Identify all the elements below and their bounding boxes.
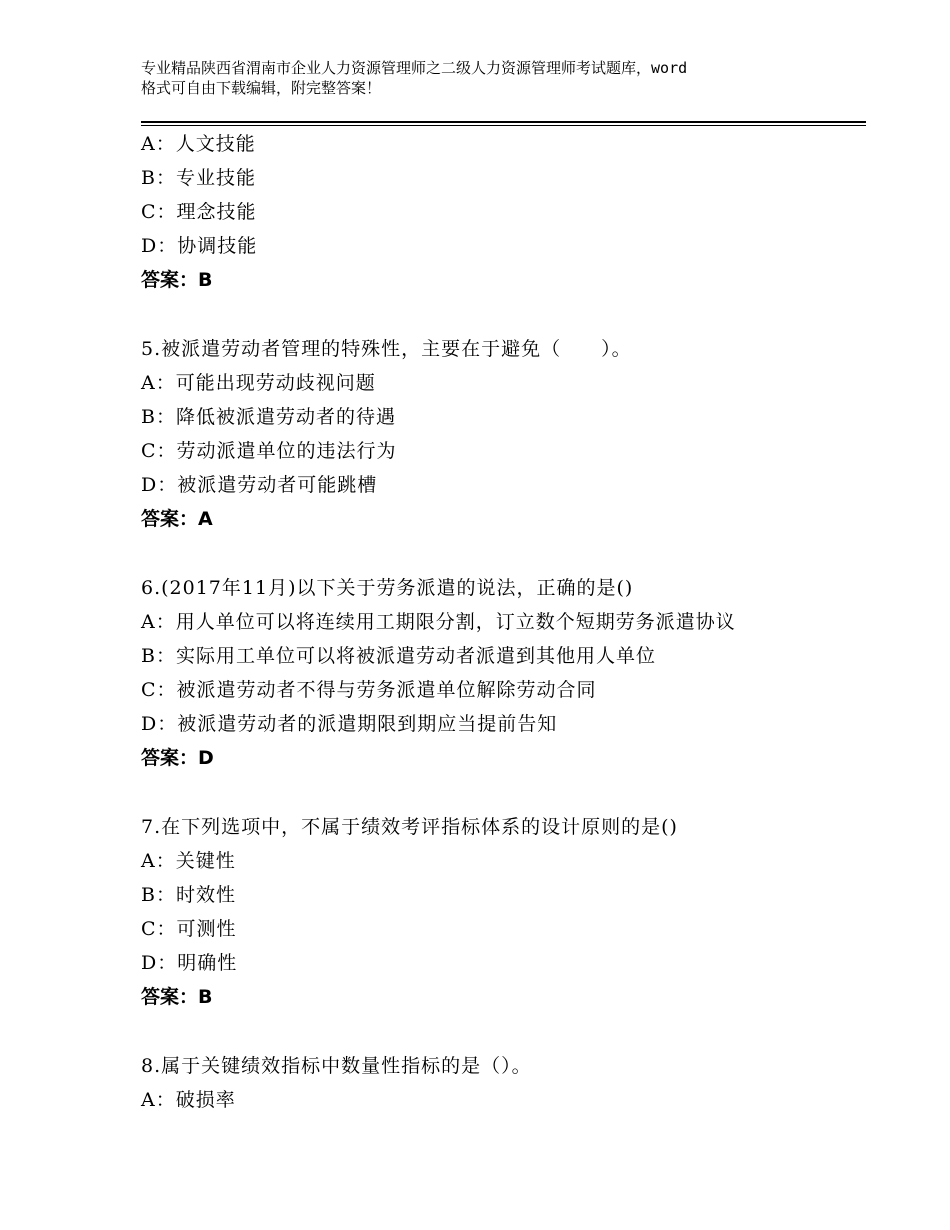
q8-question: 8.属于关键绩效指标中数量性指标的是（）。 — [141, 1055, 532, 1077]
q5-option-a: A：可能出现劳动歧视问题 — [141, 372, 376, 394]
q5-option-d: D：被派遣劳动者可能跳槽 — [141, 474, 378, 496]
q5-answer: 答案：A — [141, 508, 213, 530]
prev-option-d: D：协调技能 — [141, 235, 258, 257]
q6-question: 6.(2017年11月)以下关于劳务派遣的说法，正确的是() — [141, 577, 634, 599]
q7-option-a: A：关键性 — [141, 850, 236, 872]
document-header — [141, 58, 831, 98]
q7-option-b: B：时效性 — [141, 884, 236, 906]
header-line-1: 专业精品陕西省渭南市企业人力资源管理师之二级人力资源管理师考试题库，word — [141, 59, 688, 77]
q6-option-c: C：被派遣劳动者不得与劳务派遣单位解除劳动合同 — [141, 679, 597, 701]
prev-answer: 答案：B — [141, 269, 213, 291]
header-line-2: 格式可自由下载编辑，附完整答案！ — [141, 79, 382, 97]
q6-option-b: B：实际用工单位可以将被派遣劳动者派遣到其他用人单位 — [141, 645, 656, 667]
prev-option-c: C：理念技能 — [141, 201, 257, 223]
q6-option-d: D：被派遣劳动者的派遣期限到期应当提前告知 — [141, 713, 558, 735]
q7-option-c: C：可测性 — [141, 918, 237, 940]
q5-option-b: B：降低被派遣劳动者的待遇 — [141, 406, 396, 428]
q7-question: 7.在下列选项中，不属于绩效考评指标体系的设计原则的是() — [141, 816, 678, 838]
prev-option-b: B：专业技能 — [141, 167, 256, 189]
q6-answer: 答案：D — [141, 747, 214, 769]
q7-option-d: D：明确性 — [141, 952, 238, 974]
q8-option-a: A：破损率 — [141, 1089, 236, 1111]
q6-option-a: A：用人单位可以将连续用工期限分割，订立数个短期劳务派遣协议 — [141, 611, 736, 633]
header-rule-thin — [141, 125, 866, 126]
prev-option-a: A：人文技能 — [141, 133, 256, 155]
q5-question: 5.被派遣劳动者管理的特殊性，主要在于避免（ ）。 — [141, 338, 632, 360]
header-rule-thick — [141, 121, 866, 123]
q7-answer: 答案：B — [141, 986, 213, 1008]
q5-option-c: C：劳动派遣单位的违法行为 — [141, 440, 397, 462]
